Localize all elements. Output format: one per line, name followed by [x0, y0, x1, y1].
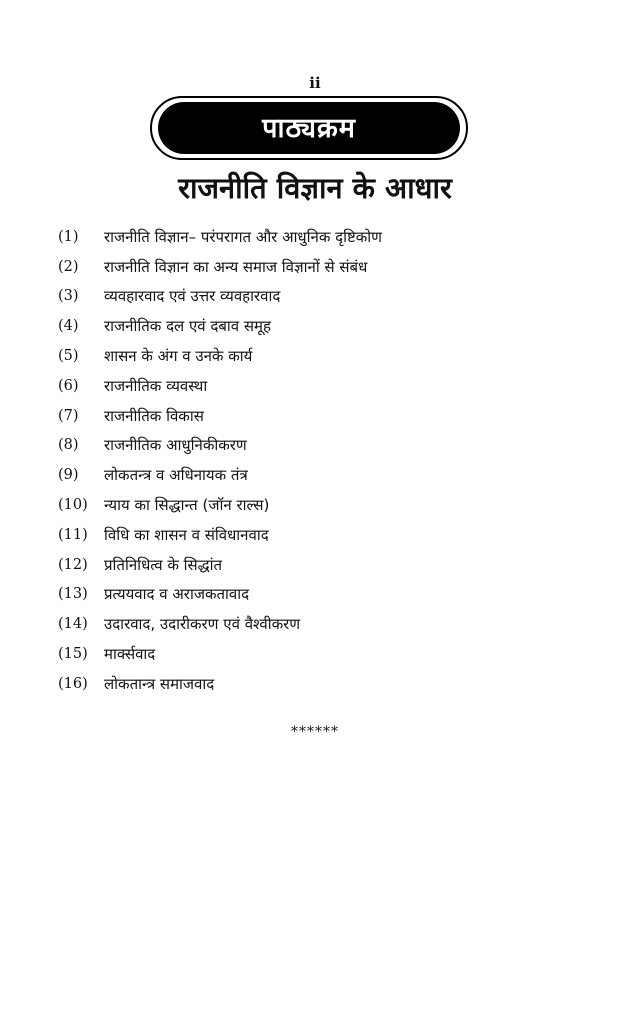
item-number: (3)	[58, 288, 79, 305]
item-number: (12)	[58, 556, 88, 573]
item-text: विधि का शासन व संविधानवाद	[104, 525, 269, 544]
list-item	[58, 639, 578, 669]
item-number: (11)	[58, 526, 88, 543]
syllabus-list	[58, 222, 578, 699]
item-text: राजनीतिक आधुनिकीकरण	[104, 436, 247, 455]
list-item	[58, 580, 578, 610]
item-number: (8)	[58, 437, 79, 454]
item-number: (1)	[58, 228, 79, 245]
item-number: (16)	[58, 675, 88, 692]
list-item	[58, 252, 578, 282]
item-text: राजनीतिक दल एवं दबाव समूह	[104, 317, 271, 336]
list-item	[58, 371, 578, 401]
item-text: राजनीतिक व्यवस्था	[104, 376, 208, 395]
list-item	[58, 311, 578, 341]
item-text: लोकतान्त्र समाजवाद	[104, 674, 215, 693]
item-text: राजनीति विज्ञान– परंपरागत और आधुनिक दृष्टिकोण	[104, 227, 383, 246]
item-text: शासन के अंग व उनके कार्य	[104, 347, 253, 366]
page-number: ii	[309, 74, 321, 92]
item-number: (14)	[58, 616, 88, 633]
item-number: (4)	[58, 318, 79, 335]
item-number: (13)	[58, 586, 88, 603]
item-number: (9)	[58, 467, 79, 484]
item-number: (2)	[58, 258, 79, 275]
list-item	[58, 550, 578, 580]
item-text: प्रतिनिधित्व के सिद्धांत	[104, 555, 223, 574]
list-item	[58, 222, 578, 252]
subject-title: राजनीति विज्ञान के आधार	[178, 171, 452, 205]
item-number: (10)	[58, 497, 88, 514]
list-item	[58, 341, 578, 371]
list-item	[58, 490, 578, 520]
item-number: (6)	[58, 377, 79, 394]
list-item	[58, 282, 578, 312]
list-item	[58, 401, 578, 431]
end-marker: ******	[291, 724, 339, 740]
item-number: (7)	[58, 407, 79, 424]
list-item	[58, 520, 578, 550]
item-text: व्यवहारवाद एवं उत्तर व्यवहारवाद	[104, 287, 281, 306]
item-number: (5)	[58, 348, 79, 365]
item-text: न्याय का सिद्धान्त (जॉन राल्स)	[104, 496, 270, 515]
item-number: (15)	[58, 646, 88, 663]
title-banner	[158, 102, 460, 154]
list-item	[58, 460, 578, 490]
item-text: मार्क्सवाद	[104, 645, 156, 664]
banner-title: पाठ्यक्रम	[262, 112, 356, 144]
item-text: लोकतन्त्र व अधिनायक तंत्र	[104, 466, 248, 485]
item-text: प्रत्ययवाद व अराजकतावाद	[104, 585, 250, 604]
item-text: राजनीति विज्ञान का अन्य समाज विज्ञानों से संबंध	[104, 257, 368, 276]
item-text: उदारवाद, उदारीकरण एवं वैश्वीकरण	[104, 615, 301, 634]
list-item	[58, 669, 578, 699]
list-item	[58, 609, 578, 639]
item-text: राजनीतिक विकास	[104, 406, 204, 425]
list-item	[58, 431, 578, 461]
